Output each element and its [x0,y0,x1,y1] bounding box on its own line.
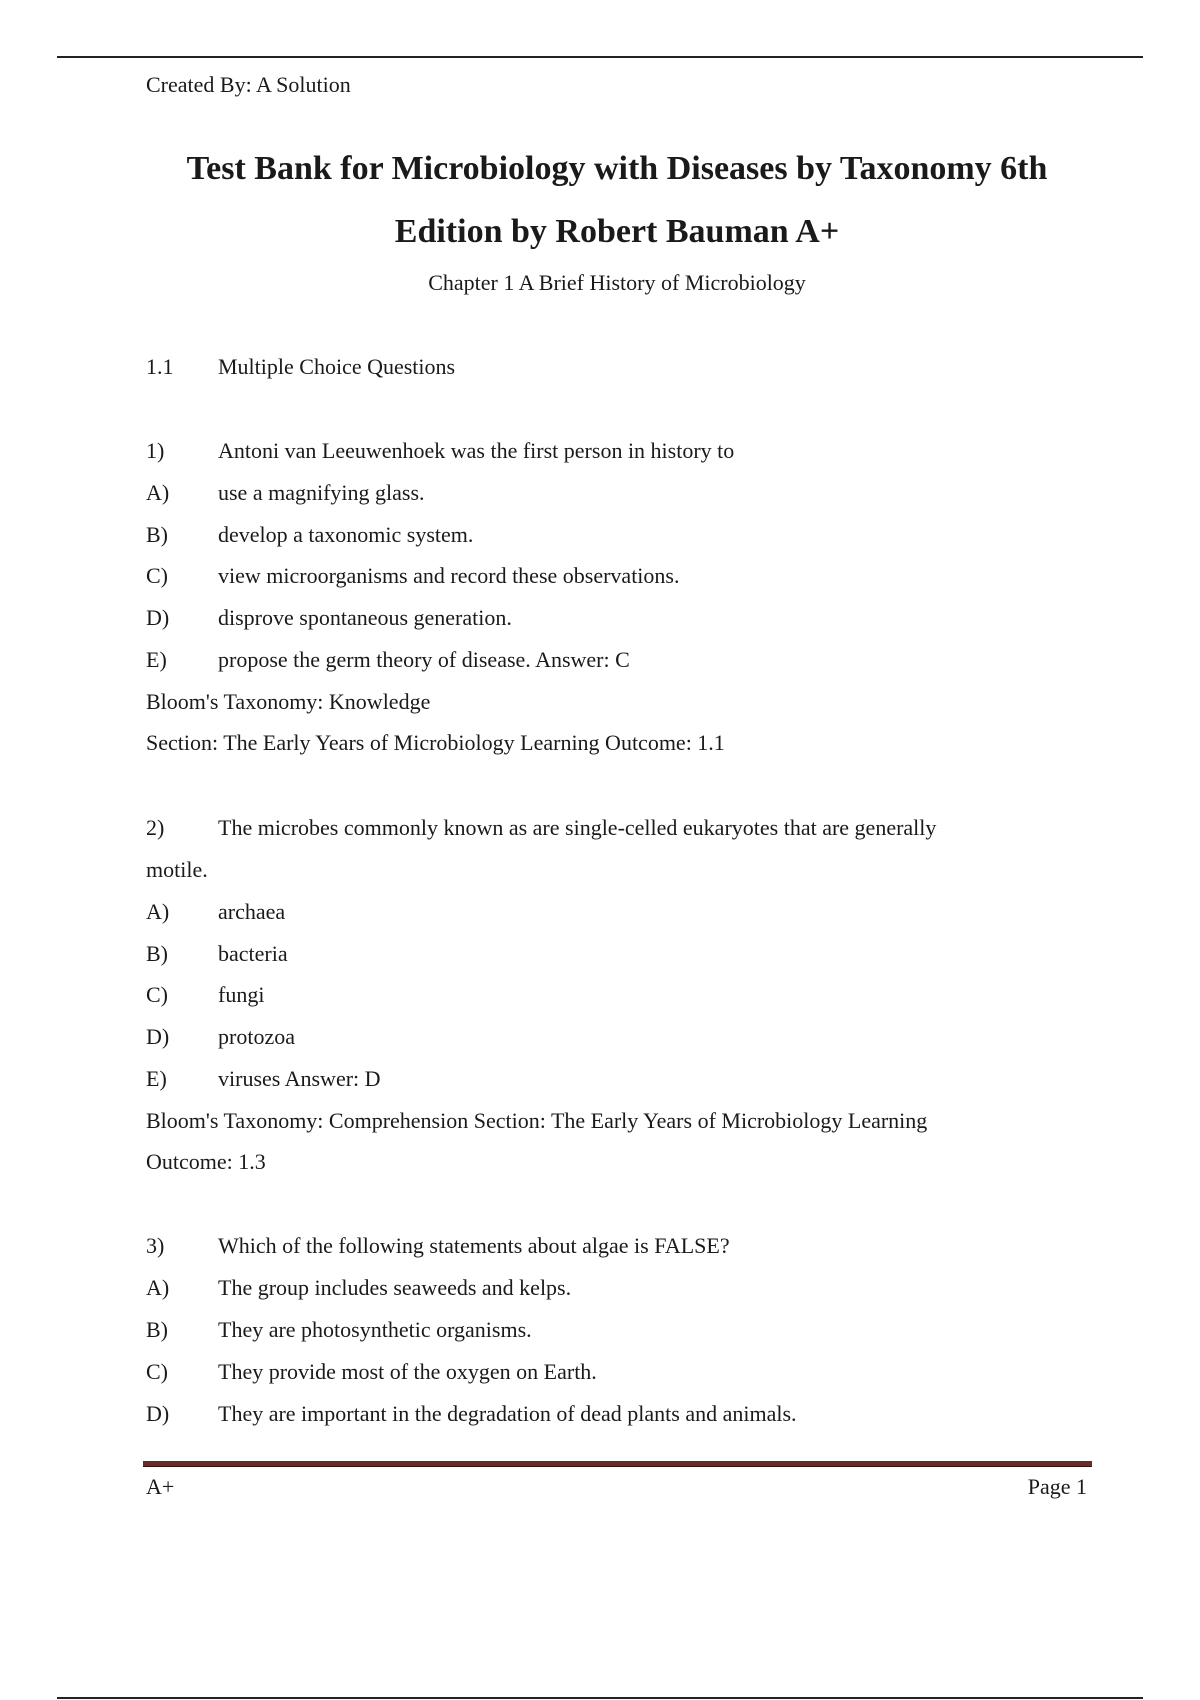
title-line-1: Test Bank for Microbiology with Diseases by Taxonomy 6th [186,150,1048,187]
option-letter: C) [146,1359,168,1384]
option-text: They are important in the degradation of dead plants and animals. [218,1401,797,1426]
title-line-2: Edition by Robert Bauman A+ [394,213,840,250]
option-letter: A) [146,899,170,924]
option-text: The group includes seaweeds and kelps. [218,1275,572,1300]
question-stem: Which of the following statements about algae is FALSE? [218,1233,730,1258]
option-text: They provide most of the oxygen on Earth. [218,1359,597,1384]
question-number: 3) [146,1233,165,1258]
option-text: archaea [218,899,286,924]
question-meta: Section: The Early Years of Microbiology Learning Outcome: 1.1 [146,730,725,755]
option-letter: B) [146,1317,168,1342]
created-by-header: Created By: A Solution [146,72,351,97]
option-letter: E) [146,647,167,672]
option-text: view microorganisms and record these observations. [218,563,680,588]
option-letter: C) [146,563,168,588]
option-letter: D) [146,605,170,630]
option-text: They are photosynthetic organisms. [218,1317,532,1342]
section-number: 1.1 [146,354,174,379]
option-letter: D) [146,1024,170,1049]
question-stem: Antoni van Leeuwenhoek was the first person in history to [218,438,735,463]
option-letter: A) [146,480,170,505]
question-meta: Outcome: 1.3 [146,1149,266,1174]
footer-grade: A+ [146,1474,175,1499]
question-number: 2) [146,815,165,840]
bottom-rule [57,1697,1143,1699]
option-letter: C) [146,982,168,1007]
option-text: viruses Answer: D [218,1066,381,1091]
question-meta: Bloom's Taxonomy: Knowledge [146,689,431,714]
footer-rule [143,1461,1092,1467]
option-text: use a magnifying glass. [218,480,425,505]
top-rule [57,56,1143,58]
question-stem-continuation: motile. [146,857,208,882]
page-number: Page 1 [1027,1474,1087,1499]
question-meta: Bloom's Taxonomy: Comprehension Section: The Early Years of Microbiology Learning [146,1108,928,1133]
option-text: propose the germ theory of disease. Answer: C [218,647,630,672]
option-letter: B) [146,522,168,547]
document-title [100,137,1134,263]
option-text: disprove spontaneous generation. [218,605,512,630]
question-stem: The microbes commonly known as are single-celled eukaryotes that are generally [218,815,937,840]
option-letter: B) [146,941,168,966]
section-label: Multiple Choice Questions [218,354,456,379]
option-letter: A) [146,1275,170,1300]
option-text: protozoa [218,1024,295,1049]
option-text: develop a taxonomic system. [218,522,474,547]
question-number: 1) [146,438,165,463]
option-text: bacteria [218,941,288,966]
chapter-subtitle: Chapter 1 A Brief History of Microbiology [428,270,806,295]
option-letter: E) [146,1066,167,1091]
option-letter: D) [146,1401,170,1426]
option-text: fungi [218,982,265,1007]
